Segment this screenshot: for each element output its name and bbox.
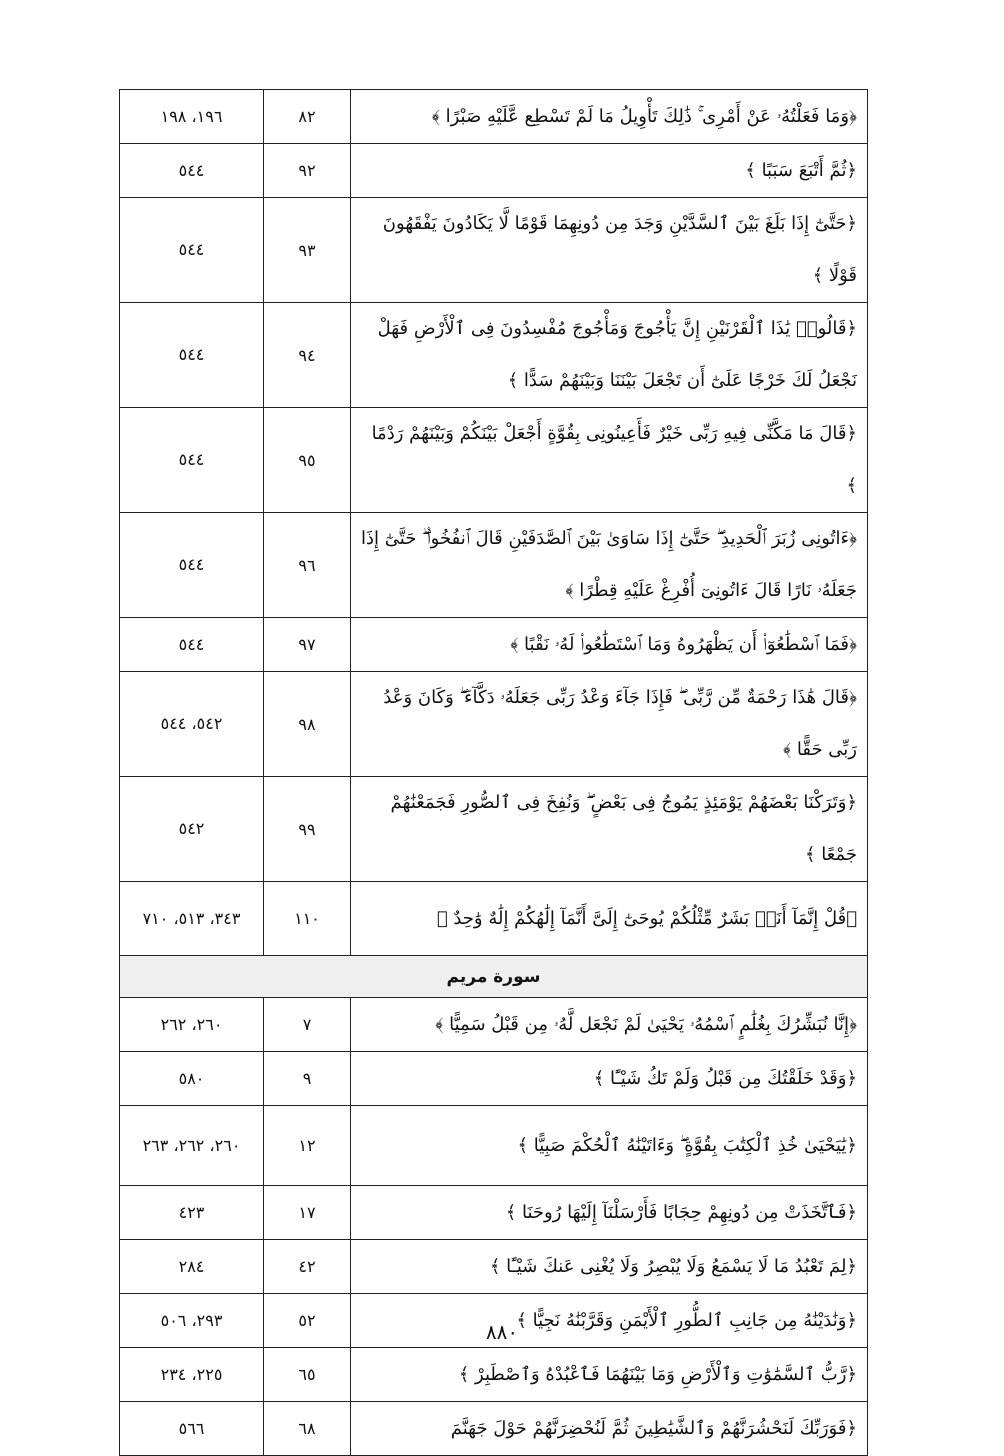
table-row — [120, 1186, 868, 1240]
verse-cell: ﴿وَمَا فَعَلْتُهُۥ عَنْ أَمْرِى ۚ ذَٰلِكَ تَأْوِيلُ مَا لَمْ تَسْطِع عَّلَيْهِ صَبْرًا ﴾ — [351, 90, 868, 144]
verse-number-cell: ١٧ — [264, 1186, 351, 1240]
table-row — [120, 1402, 868, 1456]
verse-cell: ﴿قُلْ إِنَّمَآ أَنَا۠ بَشَرٌ مِّثْلُكُمْ يُوحَىٰٓ إِلَىَّ أَنَّمَآ إِلَٰهُكُمْ إِلَٰهٌ وَٰحِدٌ ﴾ — [351, 882, 868, 956]
verse-number-cell: ٤٢ — [264, 1240, 351, 1294]
page-refs-cell: ٥٤٤ — [120, 618, 264, 672]
table-row — [120, 513, 868, 618]
table-row — [120, 777, 868, 882]
table-row — [120, 144, 868, 198]
page-refs-cell: ٢٦٠، ٢٦٢ — [120, 998, 264, 1052]
page-refs-cell: ١٩٦، ١٩٨ — [120, 90, 264, 144]
table-row — [120, 1348, 868, 1402]
table-row — [120, 672, 868, 777]
table-body-kahf — [120, 90, 868, 956]
verse-number-cell: ٩٣ — [264, 198, 351, 303]
table-row — [120, 408, 868, 513]
verse-number-cell: ١١٠ — [264, 882, 351, 956]
table-row — [120, 303, 868, 408]
page-refs-cell: ٥٤٤ — [120, 198, 264, 303]
verse-number-cell: ٩٥ — [264, 408, 351, 513]
page-refs-cell: ٢٨٤ — [120, 1240, 264, 1294]
verse-number-cell: ٦٥ — [264, 1348, 351, 1402]
verse-cell: ﴿رَّبُّ ٱلسَّمَٰوَٰتِ وَٱلْأَرْضِ وَمَا بَيْنَهُمَا فَٱعْبُدْهُ وَٱصْطَبِرْ ﴾ — [351, 1348, 868, 1402]
verse-cell: ﴿فَوَرَبِّكَ لَنَحْشُرَنَّهُمْ وَٱلشَّيَٰطِينَ ثُمَّ لَنُحْضِرَنَّهُمْ حَوْلَ جَهَنَّمَ — [351, 1402, 868, 1456]
verse-number-cell: ٩٢ — [264, 144, 351, 198]
verse-number-cell: ٩٤ — [264, 303, 351, 408]
verse-cell: ﴿قَالَ هَٰذَا رَحْمَةٌ مِّن رَّبِّى ۖ فَإِذَا جَآءَ وَعْدُ رَبِّى جَعَلَهُۥ دَكَّآءَ ۖ وَكَانَ وَعْدُ رَبِّى حَقًّا ﴾ — [351, 672, 868, 777]
verse-number-cell: ٩ — [264, 1052, 351, 1106]
table-row — [120, 198, 868, 303]
page-refs-cell: ٢٩٣، ٥٠٦ — [120, 1294, 264, 1348]
verse-cell: ﴿وَتَرَكْنَا بَعْضَهُمْ يَوْمَئِذٍ يَمُوجُ فِى بَعْضٍ ۖ وَنُفِخَ فِى ٱلصُّورِ فَجَمَعْنَٰهُمْ جَمْعًا ﴾ — [351, 777, 868, 882]
page-refs-cell: ٥٦٦ — [120, 1402, 264, 1456]
verse-cell: ﴿حَتَّىٰٓ إِذَا بَلَغَ بَيْنَ ٱلسَّدَّيْنِ وَجَدَ مِن دُونِهِمَا قَوْمًا لَّا يَكَادُونَ يَفْقَهُونَ قَوْلًا ﴾ — [351, 198, 868, 303]
page-refs-cell: ٥٤٤ — [120, 408, 264, 513]
table-row — [120, 998, 868, 1052]
page-refs-cell: ٥٨٠ — [120, 1052, 264, 1106]
table-row — [120, 1240, 868, 1294]
page-number: ٨٨٠ — [485, 1320, 519, 1344]
page-refs-cell: ٣٤٣، ٥١٣، ٧١٠ — [120, 882, 264, 956]
verse-cell: ﴿ثُمَّ أَتْبَعَ سَبَبًا ﴾ — [351, 144, 868, 198]
page-refs-cell: ٥٤٢ — [120, 777, 264, 882]
table-row — [120, 882, 868, 956]
verse-number-cell: ٦٨ — [264, 1402, 351, 1456]
table-row — [120, 618, 868, 672]
verse-number-cell: ١٢ — [264, 1106, 351, 1186]
page-refs-cell: ٢٦٠، ٢٦٢، ٢٦٣ — [120, 1106, 264, 1186]
surah-header-row — [120, 956, 868, 998]
verse-number-cell: ٨٢ — [264, 90, 351, 144]
verse-cell: ﴿قَالَ مَا مَكَّنِّى فِيهِ رَبِّى خَيْرٌ فَأَعِينُونِى بِقُوَّةٍ أَجْعَلْ بَيْنَكُمْ وَبَيْنَهُمْ رَدْمًا ﴾ — [351, 408, 868, 513]
verse-cell: ﴿يَٰيَحْيَىٰ خُذِ ٱلْكِتَٰبَ بِقُوَّةٍ ۖ وَءَاتَيْنَٰهُ ٱلْحُكْمَ صَبِيًّا ﴾ — [351, 1106, 868, 1186]
verse-cell: ﴿ءَاتُونِى زُبَرَ ٱلْحَدِيدِ ۖ حَتَّىٰٓ إِذَا سَاوَىٰ بَيْنَ ٱلصَّدَفَيْنِ قَالَ ٱنفُخُوا۟ ۖ حَتَّىٰٓ إِذَا جَعَلَهُۥ نَارًا قَالَ ءَاتُونِىٓ أُفْرِغْ عَلَيْهِ قِطْرًا ﴾ — [351, 513, 868, 618]
verse-cell: ﴿فَٱتَّخَذَتْ مِن دُونِهِمْ حِجَابًا فَأَرْسَلْنَآ إِلَيْهَا رُوحَنَا ﴾ — [351, 1186, 868, 1240]
table-row — [120, 1106, 868, 1186]
page-refs-cell: ٢٢٥، ٢٣٤ — [120, 1348, 264, 1402]
table-body-maryam — [120, 998, 868, 1456]
verse-number-cell: ٩٧ — [264, 618, 351, 672]
page-refs-cell: ٤٢٣ — [120, 1186, 264, 1240]
verse-cell: ﴿وَقَدْ خَلَقْتُكَ مِن قَبْلُ وَلَمْ تَكُ شَيْـًٔا ﴾ — [351, 1052, 868, 1106]
page-refs-cell: ٥٤٢، ٥٤٤ — [120, 672, 264, 777]
verse-cell: ﴿إِنَّا نُبَشِّرُكَ بِغُلَٰمٍ ٱسْمُهُۥ يَحْيَىٰ لَمْ نَجْعَل لَّهُۥ مِن قَبْلُ سَمِيًّا ﴾ — [351, 998, 868, 1052]
verse-number-cell: ٩٩ — [264, 777, 351, 882]
page-refs-cell: ٥٤٤ — [120, 513, 264, 618]
verse-number-cell: ٥٢ — [264, 1294, 351, 1348]
verse-number-cell: ٧ — [264, 998, 351, 1052]
verse-number-cell: ٩٨ — [264, 672, 351, 777]
table-row — [120, 1052, 868, 1106]
index-table — [119, 89, 868, 1456]
page-refs-cell: ٥٤٤ — [120, 144, 264, 198]
table-row — [120, 90, 868, 144]
verse-cell: ﴿قَالُوا۟ يَٰذَا ٱلْقَرْنَيْنِ إِنَّ يَأْجُوجَ وَمَأْجُوجَ مُفْسِدُونَ فِى ٱلْأَرْضِ فَهَلْ نَجْعَلُ لَكَ خَرْجًا عَلَىٰٓ أَن تَجْعَلَ بَيْنَنَا وَبَيْنَهُمْ سَدًّا ﴾ — [351, 303, 868, 408]
verse-cell: ﴿وَنَٰدَيْنَٰهُ مِن جَانِبِ ٱلطُّورِ ٱلْأَيْمَنِ وَقَرَّبْنَٰهُ نَجِيًّا ﴾ — [351, 1294, 868, 1348]
page-refs-cell: ٥٤٤ — [120, 303, 264, 408]
surah-header: سورة مريم — [120, 956, 868, 998]
table-body-header — [120, 956, 868, 998]
verse-cell: ﴿لِمَ تَعْبُدُ مَا لَا يَسْمَعُ وَلَا يُبْصِرُ وَلَا يُغْنِى عَنكَ شَيْـًٔا ﴾ — [351, 1240, 868, 1294]
verse-cell: ﴿فَمَا ٱسْطَٰعُوٓا۟ أَن يَظْهَرُوهُ وَمَا ٱسْتَطَٰعُوا۟ لَهُۥ نَقْبًا ﴾ — [351, 618, 868, 672]
verse-number-cell: ٩٦ — [264, 513, 351, 618]
